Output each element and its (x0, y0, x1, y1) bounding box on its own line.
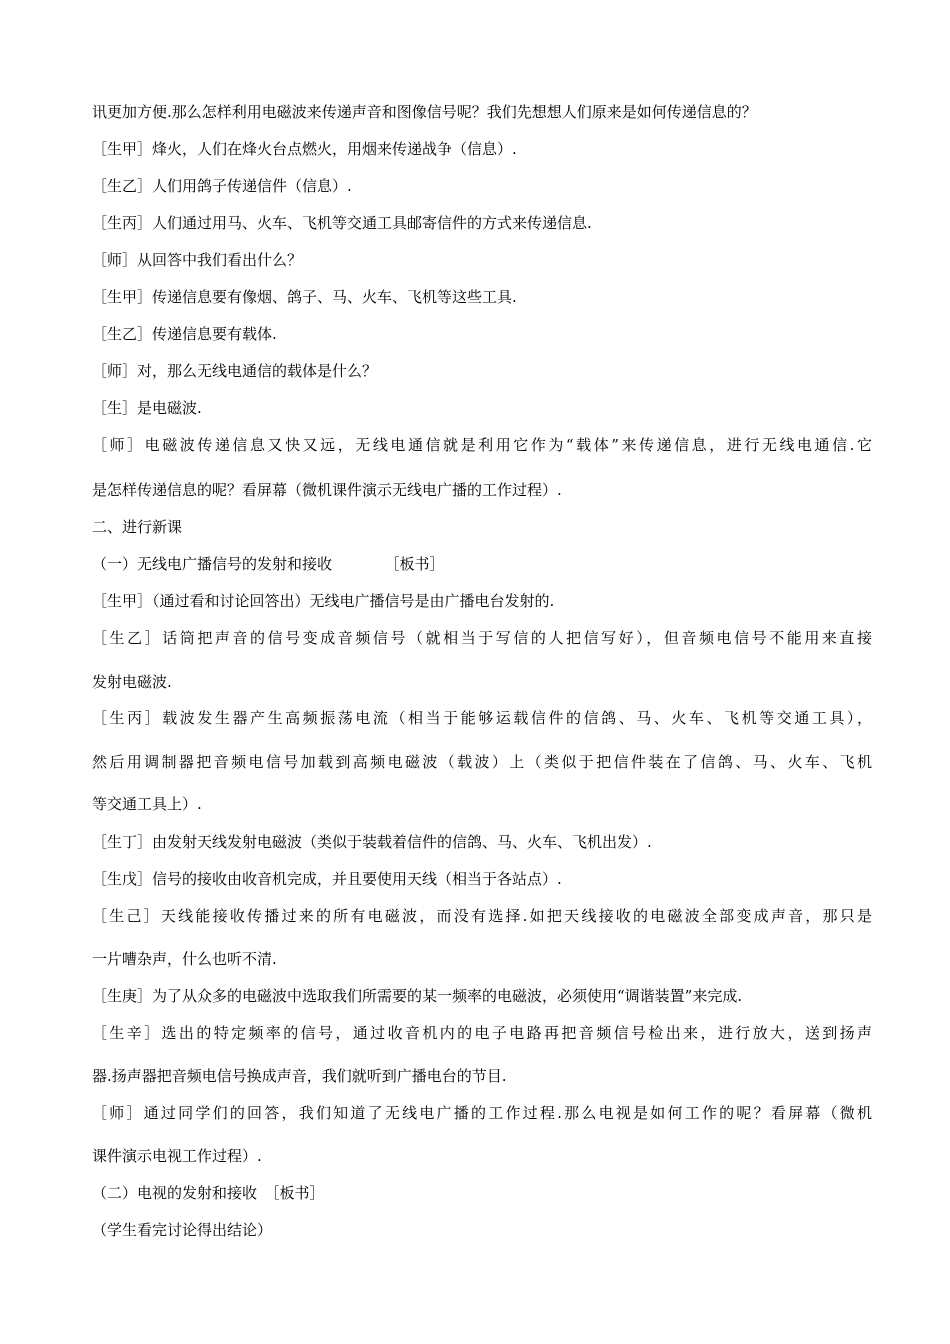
text-line: ［生己］天线能接收传播过来的所有电磁波，而没有选择.如把天线接收的电磁波全部变成声音，那只是 (92, 907, 872, 925)
text-line: ［师］从回答中我们看出什么？ (92, 251, 303, 269)
text-line: ［生甲］（通过看和讨论回答出）无线电广播信号是由广播电台发射的. (92, 592, 555, 610)
text-line: 课件演示电视工作过程）. (92, 1147, 262, 1165)
text-line: 是怎样传递信息的呢？看屏幕（微机课件演示无线电广播的工作过程）. (92, 481, 562, 499)
text-line: ［生甲］烽火，人们在烽火台点燃火，用烟来传递战争（信息）. (92, 140, 517, 158)
text-line: （学生看完讨论得出结论） (92, 1221, 273, 1239)
subsection-heading: （二）电视的发射和接收 ［板书］ (92, 1184, 325, 1202)
text-line: ［生辛］选出的特定频率的信号，通过收音机内的电子电路再把音频信号检出来，进行放大，送到扬声 (92, 1024, 872, 1042)
text-line: ［生庚］为了从众多的电磁波中选取我们所需要的某一频率的电磁波，必须使用“调谐装置”来完成. (92, 987, 743, 1005)
text-line: ［师］通过同学们的回答，我们知道了无线电广播的工作过程.那么电视是如何工作的呢？看屏幕（微机 (92, 1104, 872, 1122)
text-line: 发射电磁波. (92, 673, 172, 691)
text-line: 然后用调制器把音频电信号加载到高频电磁波（载波）上（类似于把信件装在了信鸽、马、火车、飞机 (92, 753, 872, 771)
text-line: ［师］对，那么无线电通信的载体是什么？ (92, 362, 378, 380)
text-line: 器.扬声器把音频电信号换成声音，我们就听到广播电台的节目. (92, 1067, 507, 1085)
text-line: 讯更加方便.那么怎样利用电磁波来传递声音和图像信号呢？我们先想想人们原来是如何传递信息的？ (92, 103, 757, 121)
section-heading: 二、进行新课 (92, 518, 183, 536)
text-line: 一片嘈杂声，什么也听不清. (92, 950, 277, 968)
text-line: 等交通工具上）. (92, 795, 202, 813)
text-line: ［生丙］载波发生器产生高频振荡电流（相当于能够运载信件的信鸽、马、火车、飞机等交通工具）， (92, 709, 872, 727)
subsection-heading: （一）无线电广播信号的发射和接收 ［板书］ (92, 555, 445, 573)
text-line: ［生丁］由发射天线发射电磁波（类似于装载着信件的信鸽、马、火车、飞机出发）. (92, 833, 652, 851)
text-line: ［生］是电磁波. (92, 399, 202, 417)
text-line: ［师］电磁波传递信息又快又远，无线电通信就是利用它作为“载体”来传递信息，进行无线电通信.它 (92, 436, 872, 454)
text-line: ［生乙］话筒把声音的信号变成音频信号（就相当于写信的人把信写好），但音频电信号不能用来直接 (92, 629, 872, 647)
text-line: ［生丙］人们通过用马、火车、飞机等交通工具邮寄信件的方式来传递信息. (92, 214, 592, 232)
text-line: ［生甲］传递信息要有像烟、鸽子、马、火车、飞机等这些工具. (92, 288, 517, 306)
text-line: ［生乙］人们用鸽子传递信件（信息）. (92, 177, 352, 195)
text-line: ［生戊］信号的接收由收音机完成，并且要使用天线（相当于各站点）. (92, 870, 562, 888)
text-line: ［生乙］传递信息要有载体. (92, 325, 277, 343)
